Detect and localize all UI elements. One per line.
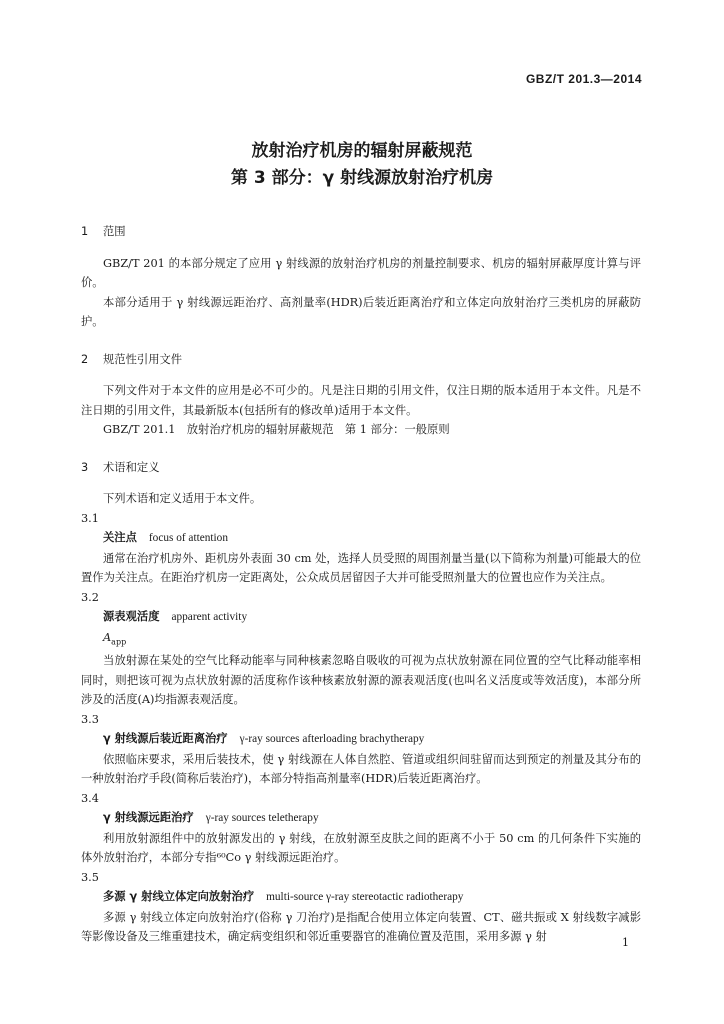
term-entry: [81, 607, 641, 628]
term-definition: 多源 γ 射线立体定向放射治疗(俗称 γ 刀治疗)是指配合使用立体定向装置、CT、磁共振或 X 射线数字减影等影像设备及三维重建技术，确定病变组织和邻近重要器官的准确位置及范围，采用多源 γ 射: [81, 910, 641, 944]
symbol-subscript: app: [111, 636, 127, 646]
term-definition: 利用放射源组件中的放射源发出的 γ 射线，在放射源至皮肤之间的距离不小于 50 cm 的几何条件下实施的体外放射治疗，本部分专指⁶⁰Co γ 射线源远距治疗。: [81, 831, 641, 865]
term-entry: [81, 887, 641, 908]
document-title: 放射治疗机房的辐射屏蔽规范: [251, 141, 473, 161]
document-subtitle: 第 3 部分：γ 射线源放射治疗机房: [230, 168, 494, 188]
term-chinese: 关注点: [103, 531, 137, 544]
term-english: γ-ray sources afterloading brachytherapy: [239, 733, 425, 746]
section-number: 1: [81, 225, 89, 238]
term-entry: [81, 528, 641, 549]
term-english: γ-ray sources teletherapy: [205, 812, 319, 825]
section-number: 3: [81, 460, 89, 474]
section-heading-terms: [81, 458, 641, 478]
section-heading-scope: [81, 222, 641, 242]
symbol-letter: A: [103, 630, 112, 644]
term-entry: [81, 729, 641, 750]
term-chinese: 多源 γ 射线立体定向放射治疗: [103, 890, 255, 904]
clause-number: 3.2: [81, 590, 99, 604]
section-heading-normative-references: [81, 350, 641, 370]
clause-number: 3.3: [81, 712, 99, 726]
paragraph: 本部分适用于 γ 射线源远距治疗、高剂量率(HDR)后装近距离治疗和立体定向放射治疗三类机房的屏蔽防护。: [81, 295, 641, 328]
term-chinese: 源表观活度: [103, 610, 160, 623]
section-title: 术语和定义: [103, 460, 160, 474]
clause-number: 3.5: [81, 870, 99, 884]
section-title: 范围: [103, 225, 126, 238]
document-body: [81, 222, 641, 947]
term-symbol: [81, 628, 641, 652]
section-title: 规范性引用文件: [103, 352, 183, 366]
term-english: apparent activity: [171, 611, 248, 623]
term-entry: [81, 808, 641, 829]
clause-number: 3.4: [81, 791, 99, 805]
section-number: 2: [81, 352, 89, 366]
paragraph: GBZ/T 201 的本部分规定了应用 γ 射线源的放射治疗机房的剂量控制要求、机房的辐射屏蔽厚度计算与评价。: [81, 256, 641, 289]
paragraph: 下列术语和定义适用于本文件。: [103, 492, 262, 505]
paragraph: 下列文件对于本文件的应用是必不可少的。凡是注日期的引用文件，仅注日期的版本适用于本文件。凡是不注日期的引用文件，其最新版本(包括所有的修改单)适用于本文件。: [81, 384, 641, 417]
term-english: focus of attention: [148, 532, 228, 544]
standard-code: GBZ/T 201.3—2014: [525, 72, 642, 86]
term-chinese: γ 射线源后装近距离治疗: [103, 732, 228, 746]
term-definition: 依照临床要求，采用后装技术，使 γ 射线源在人体自然腔、管道或组织间驻留而达到预定的剂量及其分布的一种放射治疗手段(简称后装治疗)，本部分特指高剂量率(HDR)后装近距离治疗。: [81, 752, 641, 786]
page-number: 1: [622, 936, 629, 949]
term-english: multi-source γ-ray stereotactic radiotherapy: [266, 891, 464, 904]
term-definition: 通常在治疗机房外、距机房外表面 30 cm 处，选择人员受照的周围剂量当量(以下简称为剂量)可能最大的位置作为关注点。在距治疗机房一定距离处，公众成员居留因子大并可能受照剂量大的位置也应作为关注点。: [81, 551, 641, 584]
term-definition: 当放射源在某处的空气比释动能率与同种核素忽略自吸收的可视为点状放射源在同位置的空气比释动能率相同时，则把该可视为点状放射源的活度称作该种核素放射源的源表观活度(也叫名义活度或等效活度)，本部分所涉及的活度(A)均指源表观活度。: [81, 654, 641, 707]
reference-item: GBZ/T 201.1 放射治疗机房的辐射屏蔽规范 第 1 部分：一般原则: [103, 423, 450, 436]
term-chinese: γ 射线源远距治疗: [103, 811, 194, 825]
clause-number: 3.1: [81, 511, 99, 525]
